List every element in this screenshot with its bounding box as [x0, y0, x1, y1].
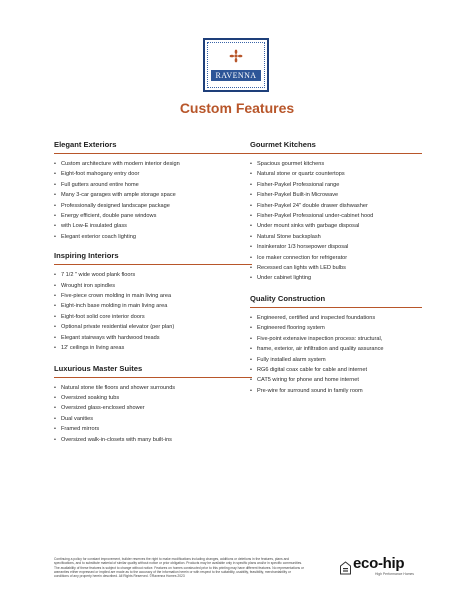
section-title-construction: Quality Construction: [250, 294, 422, 308]
section-title-kitchens: Gourmet Kitchens: [250, 140, 422, 154]
list-item: • CAT5 wiring for phone and home internet: [250, 375, 422, 385]
page-title: Custom Features: [179, 100, 295, 116]
section-title-master-suites: Luxurious Master Suites: [54, 364, 252, 378]
list-item: • Energy efficient, double pane windows: [54, 211, 252, 221]
list-item: • Five-point extensive inspection process: structural,: [250, 334, 422, 344]
list-item: • with Low-E insulated glass: [54, 221, 252, 231]
list-item: • Oversized soaking tubs: [54, 393, 252, 403]
list-item: • Engineered, certified and inspected foundations: [250, 313, 422, 323]
list-item: • Dual vanities: [54, 414, 252, 424]
section-title-interiors: Inspiring Interiors: [54, 251, 252, 265]
list-item: • Five-piece crown molding in main living area: [54, 291, 252, 301]
list-item: • Oversized glass-enclosed shower: [54, 403, 252, 413]
ravenna-logo: [203, 38, 269, 92]
kitchens-list: [250, 159, 422, 284]
list-item: • frame, exterior, air infiltration and quality assurance: [250, 344, 422, 354]
list-item: • Natural Stone backsplash: [250, 232, 422, 242]
list-item: • Natural stone or quartz countertops: [250, 169, 422, 179]
list-item: • 7 1/2 " wide wood plank floors: [54, 270, 252, 280]
list-item: • RG6 digital coax cable for cable and internet: [250, 365, 422, 375]
list-item: • Fisher-Paykel Built-in Microwave: [250, 190, 422, 200]
construction-list: [250, 313, 422, 396]
list-item: • Professionally designed landscape package: [54, 201, 252, 211]
section-title-exteriors: Elegant Exteriors: [54, 140, 252, 154]
list-item: • Custom architecture with modern interior design: [54, 159, 252, 169]
list-item: • Framed mirrors: [54, 424, 252, 434]
footer-disclaimer: Continuing a policy for constant improvement, builder reserves the right to make modifications including changes, additions or deletions in the features, plans and specifications, and to substitute material of similar quality without notice or prior obligation. Products may be available only in specific plans and/or in specific communities. The availability of these features is subject to change without notice. Features on homes constructed prior to this printing may have different features. No representations or warranties either expressed or implied are made as to the accuracy of the information herein or with respect to the suitability, usability, feasibility, merchantability or conditions of any property herein described. All Rights Reserved. ©Ravenna Homes 2023: [54, 557, 304, 579]
list-item: • Fisher-Paykel 24" double drawer dishwasher: [250, 201, 422, 211]
list-item: • Pre-wire for surround sound in family room: [250, 386, 422, 396]
master-suites-list: [54, 383, 252, 445]
equal-housing-icon: [340, 561, 351, 575]
list-item: • Many 3-car garages with ample storage space: [54, 190, 252, 200]
list-item: • Fisher-Paykel Professional range: [250, 180, 422, 190]
list-item: • Optional private residential elevator (per plan): [54, 322, 252, 332]
list-item: • Eight-foot solid core interior doors: [54, 312, 252, 322]
list-item: • Under cabinet lighting: [250, 273, 422, 283]
logo-wordmark: RAVENNA: [211, 70, 261, 81]
exteriors-list: [54, 159, 252, 242]
left-column: [54, 140, 252, 445]
list-item: • Spacious gourmet kitchens: [250, 159, 422, 169]
list-item: • Elegant exterior coach lighting: [54, 232, 252, 242]
list-item: • Wrought iron spindles: [54, 281, 252, 291]
list-item: • Oversized walk-in-closets with many built-ins: [54, 435, 252, 445]
list-item: • Recessed can lights with LED bulbs: [250, 263, 422, 273]
right-column: [250, 140, 422, 396]
eco-hip-logo: [353, 556, 423, 576]
list-item: • Fully installed alarm system: [250, 355, 422, 365]
list-item: • Elegant stairways with hardwood treads: [54, 333, 252, 343]
eco-hip-tagline: High Performance Homes: [375, 572, 415, 576]
list-item: • Eight-foot mahogany entry door: [54, 169, 252, 179]
eco-hip-wordmark: eco-hip: [353, 555, 405, 572]
list-item: • Under mount sinks with garbage disposal: [250, 221, 422, 231]
list-item: • Ice maker connection for refrigerator: [250, 253, 422, 263]
list-item: • 12' ceilings in living areas: [54, 343, 252, 353]
rosette-icon: [229, 49, 243, 63]
list-item: • Engineered flooring system: [250, 323, 422, 333]
list-item: • Full gutters around entire home: [54, 180, 252, 190]
list-item: • Natural stone tile floors and shower surrounds: [54, 383, 252, 393]
list-item: • Fisher-Paykel Professional under-cabinet hood: [250, 211, 422, 221]
interiors-list: [54, 270, 252, 353]
list-item: • Insinkerator 1/3 horsepower disposal: [250, 242, 422, 252]
list-item: • Eight-inch base molding in main living area: [54, 301, 252, 311]
